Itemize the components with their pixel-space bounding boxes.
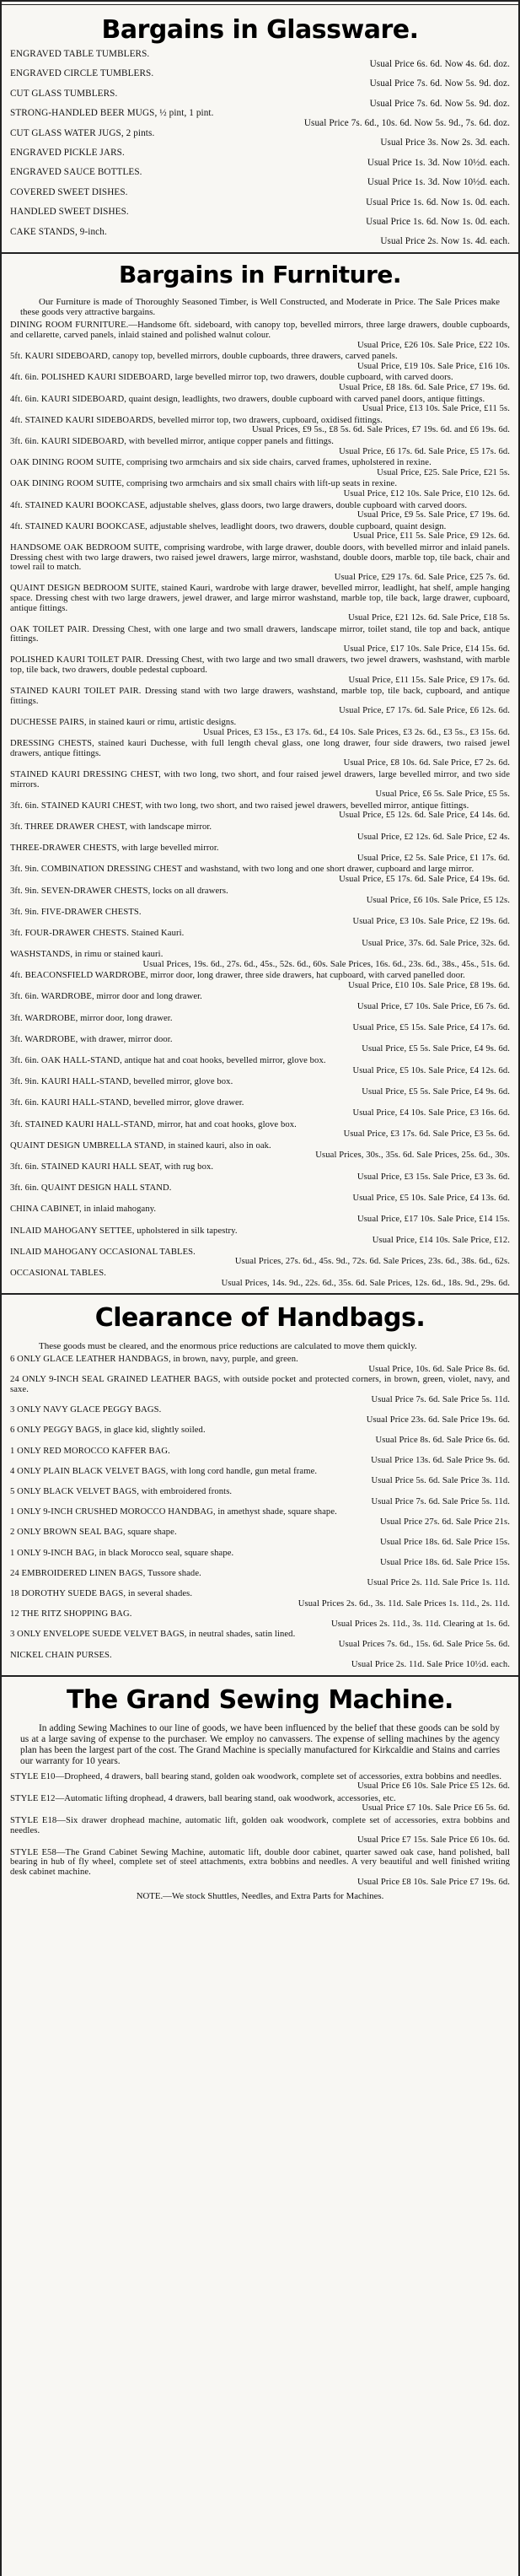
list-item (10, 801, 510, 821)
item-name: INLAID MAHOGANY OCCASIONAL TABLES. (10, 1247, 196, 1257)
item-price: Usual Price, £25. Sale Price, £21 5s. (377, 467, 510, 477)
sewing-heading: The Grand Sewing Machine. (67, 1684, 453, 1715)
list-item (10, 1035, 510, 1054)
item-name: DINING ROOM FURNITURE.—Handsome 6ft. sideboard, with canopy top, bevelled mirrors, three large drawers, double cupboards, and cellarette, carved panels, inlaid stained and polished walnut colour. (10, 321, 510, 341)
item-price: Usual Price, £3 10s. Sale Price, £2 19s. 6d. (352, 917, 510, 927)
item-price: Usual Price 7s. 6d. Sale Price 5s. 11d. (371, 1496, 510, 1506)
item-name: 24 EMBROIDERED LINEN BAGS, Tussore shade. (10, 1568, 201, 1578)
item-name: THREE-DRAWER CHESTS, with large bevelled mirror. (10, 843, 219, 854)
item-name: 4ft. 6in. KAURI SIDEBOARD, quaint design, leadlights, two drawers, double cupboard with carved panel doors, antique fittings. (10, 394, 485, 404)
list-item (10, 1569, 510, 1588)
item-price: Usual Price, £8 18s. 6d. Sale Price, £7 19s. 6d. (339, 383, 510, 393)
item-name: COVERED SWEET DISHES. (10, 186, 128, 197)
list-item (10, 1794, 510, 1813)
item-name: ENGRAVED PICKLE JARS. (10, 148, 125, 159)
item-price: Usual Price 2s. 11d. Sale Price 10½d. each. (351, 1660, 510, 1670)
list-item (10, 1120, 510, 1140)
item-name: 3ft. 6in. QUAINT DESIGN HALL STAND. (10, 1183, 172, 1194)
item-price: Usual Price, £17 10s. Sale Price, £14 15s. 6d. (343, 644, 510, 654)
item-price: Usual Price, £6 5s. Sale Price, £5 5s. (375, 790, 510, 800)
item-price: Usual Price, £5 17s. 6d. Sale Price, £4 19s. 6d. (339, 874, 510, 884)
list-item (10, 1014, 510, 1033)
item-price: Usual Price £6 10s. Sale Price £5 12s. 6d. (356, 1781, 510, 1792)
item-price: Usual Price 1s. 3d. Now 10½d. each. (367, 157, 510, 168)
glassware-list (10, 50, 510, 247)
handbags-list (10, 1355, 510, 1669)
list-item (10, 1487, 510, 1506)
item-name: DUCHESSE PAIRS, in stained kauri or rimu, artistic designs. (10, 718, 237, 728)
item-name: CUT GLASS WATER JUGS, 2 pints. (10, 127, 155, 138)
list-item (10, 865, 510, 884)
list-item (10, 501, 510, 520)
list-item (10, 207, 510, 227)
item-price: Usual Price 7s. 6d. Now 5s. 9d. doz. (369, 98, 510, 109)
list-item (10, 1162, 510, 1182)
item-price: Usual Prices 7s. 6d., 15s. 6d. Sale Price 5s. 6d. (338, 1639, 510, 1649)
item-price: Usual Price 13s. 6d. Sale Price 9s. 6d. (371, 1456, 510, 1466)
item-price: Usual Prices 2s. 6d., 3s. 11d. Sale Prices 1s. 11d., 2s. 11d. (298, 1598, 510, 1609)
item-price: Usual Price 7s. 6d., 10s. 6d. Now 5s. 9d., 7s. 6d. doz. (303, 117, 510, 128)
list-item (10, 1226, 510, 1246)
item-price: Usual Price, £2 5s. Sale Price, £1 17s. 6d. (356, 853, 510, 863)
item-name: 3 ONLY ENVELOPE SUEDE VELVET BAGS, in neutral shades, satin lined. (10, 1630, 296, 1640)
item-price: Usual Price 6s. 6d. Now 4s. 6d. doz. (369, 58, 510, 69)
list-item (10, 1816, 510, 1846)
item-price: Usual Price, £3 15s. Sale Price, £3 3s. 6d. (356, 1172, 510, 1182)
handbags-intro: These goods must be cleared, and the enormous price reductions are calculated to move them quickly. (39, 1341, 417, 1352)
item-price: Usual Price, £21 12s. 6d. Sale Price, £18 5s. (348, 613, 510, 623)
item-price: Usual Price, £2 12s. 6d. Sale Price, £2 4s. (356, 832, 510, 842)
sewing-list (10, 1772, 510, 1888)
item-price: Usual Price, £8 10s. 6d. Sale Price, £7 2s. 6d. (343, 758, 510, 768)
item-name: QUAINT DESIGN UMBRELLA STAND, in stained kauri, also in oak. (10, 1140, 271, 1151)
handbags-section (2, 1295, 518, 1670)
item-price: Usual Price 27s. 6d. Sale Price 21s. (380, 1517, 510, 1527)
list-item (10, 188, 510, 207)
item-name: QUAINT DESIGN BEDROOM SUITE, stained Kauri, wardrobe with large drawer, bevelled mirror, leadlight, hat shelf, ample hanging space. Dressing chest with two large drawers, jewel drawer, and large mirror washstand, marble top, tile back, large drawer, cupboard, antique fittings. (10, 584, 510, 613)
list-item (10, 887, 510, 906)
item-price: Usual Price, £7 17s. 6d. Sale Price, £6 12s. 6d. (339, 706, 510, 716)
item-price: Usual Price, £12 10s. Sale Price, £10 12s. 6d. (343, 488, 510, 498)
item-name: CUT GLASS TUMBLERS. (10, 88, 118, 99)
item-name: 3ft. 6in. STAINED KAURI HALL SEAT, with rug box. (10, 1161, 214, 1172)
item-price: Usual Price 1s. 6d. Now 1s. 0d. each. (366, 197, 510, 207)
item-name: 12 THE RITZ SHOPPING BAG. (10, 1609, 132, 1619)
item-name: 1 ONLY 9-INCH BAG, in black Morocco seal, square shape. (10, 1548, 234, 1558)
item-price: Usual Price £8 10s. Sale Price £7 19s. 6d. (356, 1877, 510, 1887)
item-name: STYLE E12—Automatic lifting drophead, 4 drawers, ball bearing stand, oak woodwork, accessories, etc. (10, 1793, 396, 1803)
list-item (10, 168, 510, 187)
furniture-intro: Our Furniture is made of Thoroughly Seasoned Timber, is Well Constructed, and Moderate in Price. The Sale Prices make these goods very attractive bargains. (20, 297, 500, 318)
item-name: 3ft. 6in. WARDROBE, mirror door and long drawer. (10, 992, 202, 1002)
handbags-heading: Clearance of Handbags. (94, 1303, 426, 1334)
list-item (10, 1269, 510, 1288)
item-name: 4ft. BEACONSFIELD WARDROBE, mirror door, long drawer, three side drawers, hat cupboard, with carved panelled door. (10, 971, 465, 981)
item-name: STAINED KAURI TOILET PAIR. Dressing stand with two large drawers, washstand, marble top, tile back, cupboard, and antique fittings. (10, 687, 510, 706)
list-item (10, 416, 510, 435)
item-price: Usual Price £7 15s. Sale Price £6 10s. 6d. (356, 1835, 510, 1846)
list-item (10, 109, 510, 128)
list-item (10, 739, 510, 768)
list-item (10, 129, 510, 148)
list-item (10, 352, 510, 371)
list-item (10, 69, 510, 89)
item-name: ENGRAVED TABLE TUMBLERS. (10, 49, 150, 59)
item-price: Usual Price, £5 5s. Sale Price, £4 9s. 6d. (362, 1044, 510, 1054)
list-item (10, 1609, 510, 1629)
item-name: 6 ONLY PEGGY BAGS, in glace kid, slightly soiled. (10, 1425, 206, 1436)
item-name: OAK TOILET PAIR. Dressing Chest, with one large and two small drawers, landscape mirror, toilet stand, tile top and back, antique fittings. (10, 624, 510, 644)
list-item (10, 1467, 510, 1486)
item-name: 3ft. 6in. STAINED KAURI CHEST, with two long, two short, and two raised jewel drawers, bevelled mirror, antique fittings. (10, 800, 469, 811)
item-price: Usual Price, £26 10s. Sale Price, £22 10s. (356, 340, 510, 350)
list-item (10, 1098, 510, 1118)
list-item (10, 1183, 510, 1203)
item-price: Usual Prices 2s. 11d., 3s. 11d. Clearing at 1s. 6d. (330, 1619, 510, 1629)
item-name: 5 ONLY BLACK VELVET BAGS, with embroidered fronts. (10, 1487, 233, 1497)
list-item (10, 228, 510, 247)
list-item (10, 625, 510, 655)
item-price: Usual Prices, 27s. 6d., 45s. 9d., 72s. 6d. Sale Prices, 23s. 6d., 38s. 6d., 62s. (234, 1257, 510, 1267)
item-price: Usual Price 18s. 6d. Sale Price 15s. (380, 1537, 510, 1547)
furniture-heading: Bargains in Furniture. (119, 261, 401, 289)
item-name: 3ft. 9in. KAURI HALL-STAND, bevelled mirror, glove box. (10, 1077, 233, 1087)
list-item (10, 1405, 510, 1425)
item-price: Usual Price, £4 10s. Sale Price, £3 16s. 6d. (352, 1108, 510, 1118)
item-price: Usual Price, £6 10s. Sale Price, £5 12s. (366, 896, 510, 906)
list-item (10, 1248, 510, 1267)
item-name: CAKE STANDS, 9-inch. (10, 226, 107, 237)
list-item (10, 89, 510, 109)
item-price: Usual Price, £3 17s. 6d. Sale Price, £3 5s. 6d. (343, 1129, 510, 1140)
list-item (10, 395, 510, 414)
list-item (10, 718, 510, 737)
list-item (10, 1447, 510, 1466)
item-price: Usual Price, £5 5s. Sale Price, £4 9s. 6d. (362, 1086, 510, 1097)
list-item (10, 458, 510, 477)
item-price: Usual Price, 37s. 6d. Sale Price, 32s. 6d. (362, 938, 510, 948)
list-item (10, 1355, 510, 1374)
item-name: 2 ONLY BROWN SEAL BAG, square shape. (10, 1528, 177, 1538)
item-price: Usual Price, £7 10s. Sale Price, £6 7s. 6d. (356, 1002, 510, 1012)
glassware-section (2, 8, 518, 247)
item-price: Usual Prices, 14s. 9d., 22s. 6d., 35s. 6d. Sale Prices, 12s. 6d., 18s. 9d., 29s. 6d. (221, 1278, 510, 1288)
item-price: Usual Price, £19 10s. Sale Price, £16 10s. (356, 361, 510, 371)
list-item (10, 1772, 510, 1792)
list-item (10, 971, 510, 990)
item-price: Usual Price, £5 12s. 6d. Sale Price, £4 14s. 6d. (339, 811, 510, 821)
list-item (10, 543, 510, 582)
item-name: 4ft. STAINED KAURI BOOKCASE, adjustable shelves, glass doors, two large drawers, double cupboard with carved doors. (10, 500, 468, 510)
item-price: Usual Price 1s. 6d. Now 1s. 0d. each. (366, 216, 510, 227)
list-item (10, 1204, 510, 1224)
item-name: OAK DINING ROOM SUITE, comprising two armchairs and six small chairs with lift-up seats in rexine. (10, 479, 398, 489)
item-name: STYLE E58—The Grand Cabinet Sewing Machine, automatic lift, double door cabinet, quarter sawed oak case, hand polished, ball bearing in hub of fly wheel, complete set of steel attachments, extra bobbins and needles. A very beautiful and well finished writing desk cabinet machine. (10, 1847, 510, 1878)
item-name: STAINED KAURI DRESSING CHEST, with two long, two short, and four raised jewel drawers, large bevelled mirror, and two side mirrors. (10, 770, 510, 790)
item-price: Usual Price, £11 5s. Sale Price, £9 12s. 6d. (352, 531, 510, 542)
list-item (10, 1528, 510, 1547)
list-item (10, 437, 510, 456)
item-price: Usual Price, £13 10s. Sale Price, £11 5s. (362, 404, 510, 414)
list-item (10, 1549, 510, 1568)
item-name: 3ft. WARDROBE, mirror door, long drawer. (10, 1013, 173, 1023)
sewing-note: NOTE.—We stock Shuttles, Needles, and Extra Parts for Machines. (136, 1891, 384, 1902)
furniture-list (10, 321, 510, 1288)
item-name: 1 ONLY RED MOROCCO KAFFER BAG. (10, 1446, 170, 1456)
item-price: Usual Prices, £9 5s., £8 5s. 6d. Sale Prices, £7 19s. 6d. and £6 19s. 6d. (252, 425, 510, 435)
item-name: 3ft. 6in. KAURI SIDEBOARD, with bevelled mirror, antique copper panels and fittings. (10, 437, 334, 446)
item-name: 4 ONLY PLAIN BLACK VELVET BAGS, with long cord handle, gun metal frame. (10, 1466, 318, 1476)
top-rule (2, 0, 518, 5)
item-name: 4ft. STAINED KAURI BOOKCASE, adjustable shelves, leadlight doors, two drawers, double cupboard, quaint design. (10, 521, 447, 531)
item-price: Usual Price, £14 10s. Sale Price, £12. (372, 1236, 510, 1246)
list-item (10, 1141, 510, 1161)
list-item (10, 929, 510, 948)
item-name: 3ft. 6in. OAK HALL-STAND, antique hat and coat hooks, bevelled mirror, glove box. (10, 1056, 326, 1066)
sewing-intro: In adding Sewing Machines to our line of goods, we have been influenced by the belief that these goods can be sold by us at a large saving of expense to the purchaser. We employ no canvassers. The expense of selling machines by the agency plan has been the largest part of the cost. The Grand Machine is specially manufactured for Kirkcaldie and Stains and carries our warranty for 10 years. (20, 1722, 500, 1766)
item-name: 3 ONLY NAVY GLACE PEGGY BAGS. (10, 1405, 162, 1415)
item-name: HANDLED SWEET DISHES. (10, 207, 129, 218)
item-price: Usual Price, £5 15s. Sale Price, £4 17s. 6d. (352, 1023, 510, 1033)
list-item (10, 1375, 510, 1404)
item-price: Usual Prices, 30s., 35s. 6d. Sale Prices, 25s. 6d., 30s. (315, 1151, 510, 1161)
list-item (10, 1630, 510, 1649)
item-price: Usual Price, £29 17s. 6d. Sale Price, £25 7s. 6d. (334, 572, 510, 582)
item-name: 3ft. FOUR-DRAWER CHESTS. Stained Kauri. (10, 928, 185, 938)
list-item (10, 1425, 510, 1445)
list-item (10, 822, 510, 842)
item-name: OAK DINING ROOM SUITE, comprising two armchairs and six side chairs, carved frames, upholstered in rexine. (10, 458, 432, 468)
item-name: 6 ONLY GLACE LEATHER HANDBAGS, in brown, navy, purple, and green. (10, 1355, 298, 1365)
glassware-heading: Bargains in Glassware. (101, 15, 419, 45)
item-name: 3ft. 9in. COMBINATION DRESSING CHEST and washstand, with two long and one short drawer, cupboard and large mirror. (10, 865, 474, 875)
item-price: Usual Price 3s. Now 2s. 3d. each. (380, 137, 510, 148)
item-name: ENGRAVED SAUCE BOTTLES. (10, 167, 142, 178)
list-item (10, 148, 510, 168)
item-price: Usual Price 5s. 6d. Sale Price 3s. 11d. (371, 1476, 510, 1486)
item-name: 18 DOROTHY SUEDE BAGS, in several shades. (10, 1588, 193, 1598)
item-price: Usual Price, £5 10s. Sale Price, £4 13s. 6d. (352, 1193, 510, 1203)
list-item (10, 843, 510, 863)
list-item (10, 1589, 510, 1609)
list-item (10, 655, 510, 685)
item-name: OCCASIONAL TABLES. (10, 1268, 106, 1278)
item-price: Usual Price, £9 5s. Sale Price, £7 19s. 6d. (356, 510, 510, 520)
list-item (10, 1507, 510, 1527)
item-name: 1 ONLY 9-INCH CRUSHED MOROCCO HANDBAG, in amethyst shade, square shape. (10, 1507, 337, 1517)
item-name: DRESSING CHESTS, stained kauri Duchesse, with full length cheval glass, one long drawer, four side drawers, two raised jewel drawers, antique fittings. (10, 739, 510, 758)
item-price: Usual Price £7 10s. Sale Price £6 5s. 6d. (362, 1803, 510, 1813)
item-price: Usual Price, £10 10s. Sale Price, £8 19s. 6d. (348, 980, 510, 990)
item-price: Usual Price 2s. Now 1s. 4d. each. (380, 236, 510, 247)
item-name: 3ft. WARDROBE, with drawer, mirror door. (10, 1034, 173, 1044)
item-name: 3ft. THREE DRAWER CHEST, with landscape mirror. (10, 822, 212, 832)
list-item (10, 908, 510, 927)
item-price: Usual Price 7s. 6d. Now 5s. 9d. doz. (369, 78, 510, 89)
item-name: NICKEL CHAIN PURSES. (10, 1650, 112, 1660)
list-item (10, 373, 510, 392)
item-name: 3ft. 9in. SEVEN-DRAWER CHESTS, locks on all drawers. (10, 886, 228, 896)
item-name: 4ft. 6in. POLISHED KAURI SIDEBOARD, large bevelled mirror top, two drawers, double cupboard, with carved doors. (10, 373, 453, 383)
item-name: STRONG-HANDLED BEER MUGS, ½ pint, 1 pint. (10, 108, 214, 119)
list-item (10, 1077, 510, 1097)
item-name: 4ft. STAINED KAURI SIDEBOARDS, bevelled mirror top, two drawers, cupboard, oxidised fittings. (10, 415, 383, 425)
item-name: STYLE E18—Six drawer drophead machine, automatic lift, golden oak woodwork, complete set of accessories, extra bobbins and needles. (10, 1816, 510, 1835)
item-name: CHINA CABINET, in inlaid mahogany. (10, 1204, 157, 1215)
item-price: Usual Price 7s. 6d. Sale Price 5s. 11d. (371, 1394, 510, 1404)
item-price: Usual Prices, £3 15s., £3 17s. 6d., £4 10s. Sale Prices, £3 2s. 6d., £3 5s., £3 15s. 6d. (203, 727, 510, 737)
item-price: Usual Price 1s. 3d. Now 10½d. each. (367, 177, 510, 188)
list-item (10, 522, 510, 542)
item-price: Usual Price, 10s. 6d. Sale Price 8s. 6d. (368, 1364, 510, 1374)
item-name: 5ft. KAURI SIDEBOARD, canopy top, bevelled mirrors, double cupboards, three drawers, carved panels. (10, 352, 398, 362)
list-item (10, 687, 510, 716)
list-item (10, 321, 510, 350)
item-name: INLAID MAHOGANY SETTEE, upholstered in silk tapestry. (10, 1226, 238, 1236)
item-name: 3ft. 6in. KAURI HALL-STAND, bevelled mirror, glove drawer. (10, 1098, 244, 1108)
item-price: Usual Price, £6 17s. 6d. Sale Price, £5 17s. 6d. (339, 446, 510, 456)
list-item (10, 950, 510, 969)
list-item (10, 1651, 510, 1670)
list-item (10, 50, 510, 69)
item-name: POLISHED KAURI TOILET PAIR. Dressing Chest, with two large and two small drawers, two jewel drawers, washstand, with marble top, tile back, two drawers, double pedestal cupboard. (10, 655, 510, 676)
item-price: Usual Price 8s. 6d. Sale Price 6s. 6d. (375, 1436, 510, 1446)
furniture-section (2, 254, 518, 1288)
item-price: Usual Prices, 19s. 6d., 27s. 6d., 45s., 52s. 6d., 60s. Sale Prices, 16s. 6d., 23s. 6d., 38s., 45s., 51s. 6d. (142, 959, 510, 969)
list-item (10, 770, 510, 800)
item-price: Usual Price, £17 10s. Sale Price, £14 15s. (356, 1214, 510, 1224)
item-name: 24 ONLY 9-INCH SEAL GRAINED LEATHER BAGS, with outside pocket and protected corners, in brown, green, violet, navy, and saxe. (10, 1375, 510, 1395)
list-item (10, 1056, 510, 1075)
list-item (10, 992, 510, 1011)
item-name: 3ft. STAINED KAURI HALL-STAND, mirror, hat and coat hooks, glove box. (10, 1119, 297, 1129)
sewing-section (2, 1677, 518, 1902)
list-item (10, 479, 510, 498)
item-price: Usual Price 18s. 6d. Sale Price 15s. (380, 1558, 510, 1568)
list-item (10, 1848, 510, 1887)
item-name: ENGRAVED CIRCLE TUMBLERS. (10, 68, 154, 79)
item-name: HANDSOME OAK BEDROOM SUITE, comprising wardrobe, with large drawer, double doors, with bevelled mirror and inlaid panels. Dressing chest with two large drawers, two raised jewel drawers, large mirror, washstand, double doors, marble top, tile back, chair and towel rail to match. (10, 542, 510, 573)
item-price: Usual Price, £11 15s. Sale Price, £9 17s. 6d. (348, 675, 510, 685)
item-name: STYLE E10—Dropheed, 4 drawers, ball bearing stand, golden oak woodwork, complete set of accessories, extra bobbins and needles. (10, 1771, 502, 1781)
item-price: Usual Price, £5 10s. Sale Price, £4 12s. 6d. (352, 1065, 510, 1075)
item-name: WASHSTANDS, in rimu or stained kauri. (10, 950, 164, 960)
item-price: Usual Price 2s. 11d. Sale Price 1s. 11d. (367, 1578, 510, 1588)
item-name: 3ft. 9in. FIVE-DRAWER CHESTS. (10, 907, 142, 917)
item-price: Usual Price 23s. 6d. Sale Price 19s. 6d. (366, 1415, 510, 1425)
list-item (10, 584, 510, 622)
